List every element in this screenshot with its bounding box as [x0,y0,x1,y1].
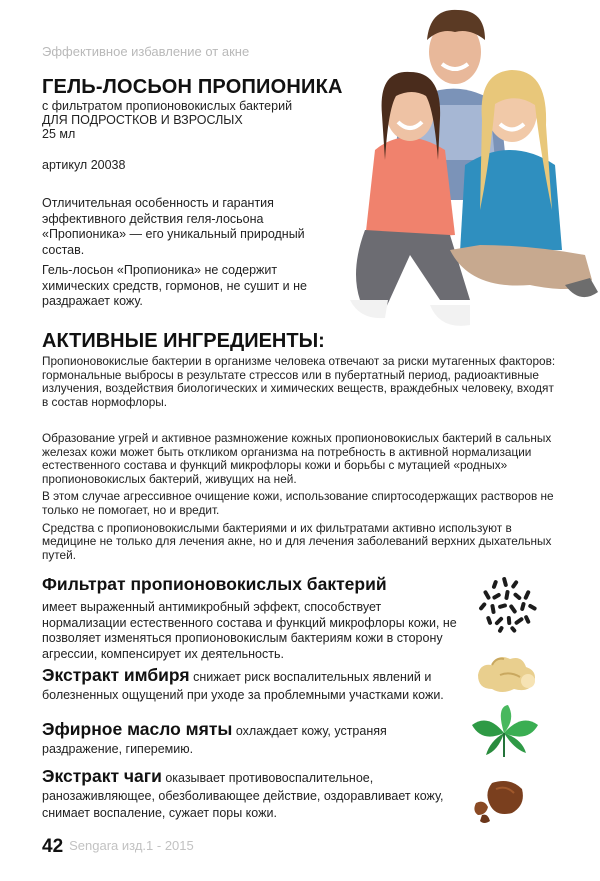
intro-paragraph: Отличительная особенность и гарантия эффективного действия геля-лосьона «Пропионика» — его уникальный природный состав. [42,196,305,257]
mint-icon [468,703,542,759]
active-ingredients-heading: АКТИВНЫЕ ИНГРЕДИЕНТЫ: [42,330,325,352]
active-paragraph: Средства с пропионовокислыми бактериями и их фильтратами активно используют в медицине не только для лечения акне, но и для лечения заболеваний верхних дыхательных путей. [42,520,552,562]
publication-info: Sengara изд.1 - 2015 [69,838,194,853]
active-paragraph-group [42,432,562,566]
article-number: артикул 20038 [42,158,126,172]
intro-text [42,196,322,315]
chaga-icon [470,775,530,825]
product-title: ГЕЛЬ-ЛОСЬОН ПРОПИОНИКА [42,76,343,98]
ingredient-ginger [42,667,462,703]
teenagers-photo [330,0,600,340]
subtitle-line: ДЛЯ ПОДРОСТКОВ И ВЗРОСЛЫХ [42,113,243,127]
ingredient-name: Экстракт чаги [42,766,162,786]
ingredient-mint [42,721,462,757]
bacteria-icon [475,572,539,636]
ingredient-name: Экстракт имбиря [42,665,190,685]
active-paragraph: В этом случае агрессивное очищение кожи, использование спиртосодержащих растворов не только не помогает, но и вредит. [42,489,554,517]
subtitle-line: с фильтратом пропионовокислых бактерий [42,99,293,113]
tagline: Эффективное избавление от акне [42,44,250,59]
page-number: 42 [42,836,64,857]
active-paragraph: Образование угрей и активное размножение кожных пропионовокислых бактерий в сальных железах кожи может быть откликом организма на потребность в активной нормализации естественного состава и функций микрофлоры кожи и борьбы с мутацией «родных» пропионовокислых бактерий, живущих на ней. [42,431,552,486]
ingredient-name: Фильтрат пропионовокислых бактерий [42,574,387,594]
product-subtitle [42,99,292,141]
ginger-icon [470,645,542,697]
ingredient-description: охлаждает кожу, устраняя раздражение, гиперемию. [42,724,387,756]
subtitle-line: 25 мл [42,127,76,141]
ingredient-description: оказывает противовоспалительное, ранозаживляющее, обезболивающее действие, оздоравливает кожу, снимает воспаление, сужает поры кожи. [42,771,444,820]
intro-paragraph: Гель-лосьон «Пропионика» не содержит химических средств, гормонов, не сушит и не раздражает кожу. [42,263,307,308]
ingredient-description: имеет выраженный антимикробный эффект, способствует нормализации естественного состава и функций микрофлоры кожи, не позволяет изменяться пропионовокислым бактериям кожи в сторону агрессии, компенсирует их деятельность. [42,600,457,661]
ingredient-chaga [42,768,462,822]
footer [42,836,194,858]
ingredient-description: снижает риск воспалительных явлений и болезненных ощущений при уходе за проблемными участками кожи. [42,670,444,702]
ingredient-bacteria [42,574,462,662]
ingredient-name: Эфирное масло мяты [42,719,233,739]
active-paragraph: Пропионовокислые бактерии в организме человека отвечают за риски мутагенных факторов: гормональные выбросы в результате стрессов или в пубертатный период, радиоактивные излучения, воздействия биологических и химических веществ, враждебных человеку, входят в состав нормофлоры. [42,354,556,409]
